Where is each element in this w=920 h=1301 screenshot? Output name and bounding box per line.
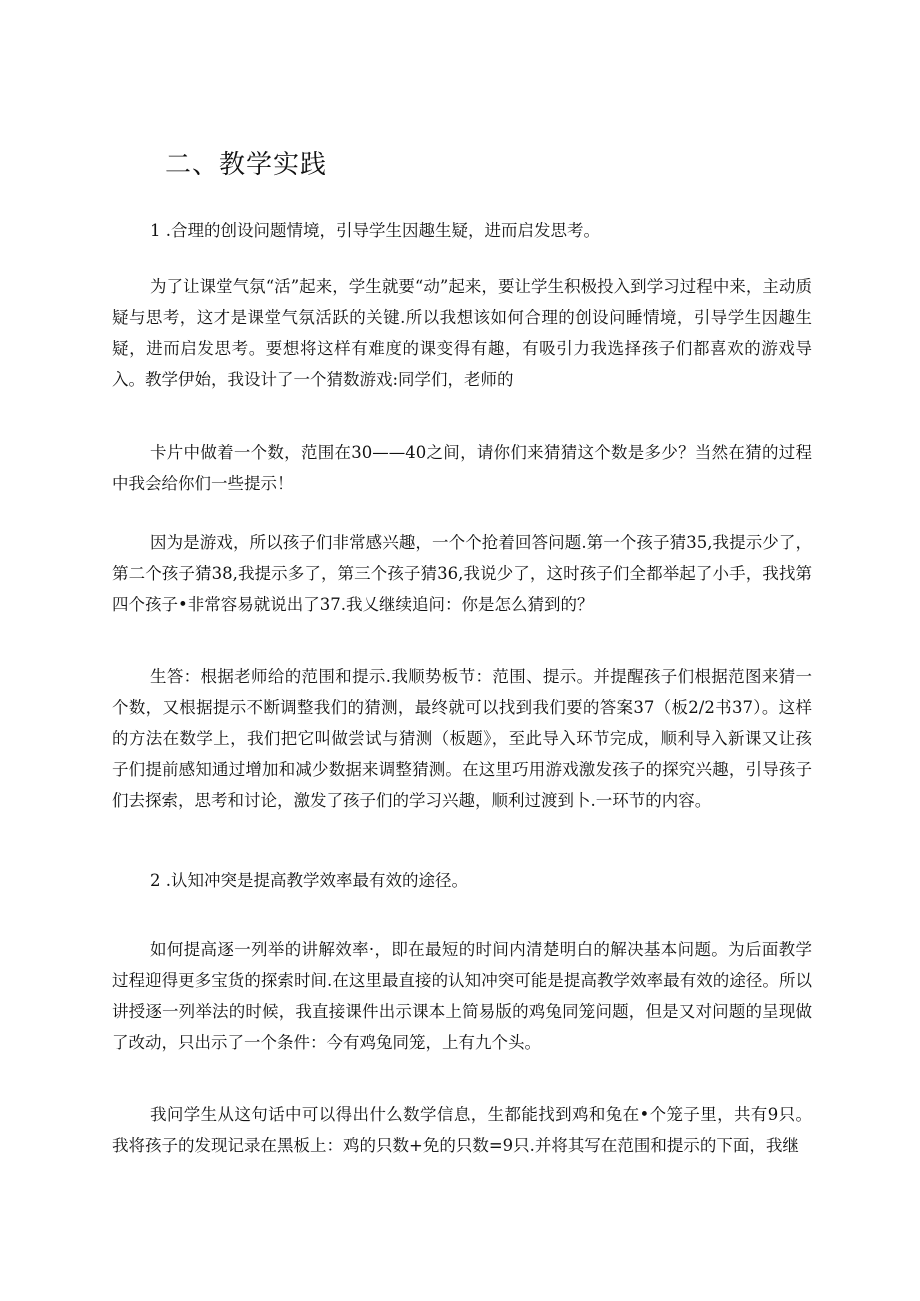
- paragraph-4: 生答：根据老师给的范围和提示.我顺势板节：范围、提示。并提醒孩子们根据范图来猜一个数，又根据提示不断调整我们的猜测，最终就可以找到我们要的答案37（板2/2书37）。这样的方法在数学上，我们把它叫做尝试与猜测（板题》，至此导入环节完成，顺利导入新课又让孩子们提前感知通过增加和减少数据来调整猜测。在这里巧用游戏激发孩子的探究兴趣，引导孩子们去探索，思考和讨论，激发了孩子们的学习兴趣，顺利过渡到卜.一环节的内容。: [112, 667, 812, 810]
- section-heading: 二、教学实践: [165, 150, 328, 180]
- paragraph-3: 因为是游戏，所以孩子们非常感兴趣，一个个抢着回答问题.第一个孩子猜35,我提示少了，第二个孩子猜38,我提示多了，第三个孩子猜36,我说少了，这时孩子们全都举起了小手，我找第四个孩子•非常容易就说出了37.我乂继续追问：你是怎么猜到的？: [112, 533, 812, 614]
- subsection-title-2: 2 .认知冲突是提高教学效率最有效的途径。: [150, 871, 468, 890]
- paragraph-6: 我问学生从这句话中可以得出什么数学信息，生都能找到鸡和兔在•个笼子里，共有9只。我将孩子的发现记录在黑板上：鸡的只数+免的只数=9只.并将其写在范围和提示的下面，我继: [112, 1105, 812, 1155]
- paragraph-2: 卡片中做着一个数，范围在30——40之间，请你们来猜猜这个数是多少？当然在猜的过程中我会给你们一些提示！: [112, 443, 812, 493]
- subsection-title-1: 1 .合理的创设问题情境，引导学生因趣生疑，进而启发思考。: [150, 221, 600, 240]
- paragraph-5: 如何提高逐一列举的讲解效率·，即在最短的时间内清楚明白的解决基本问题。为后面教学过程迎得更多宝货的探索时间.在这里最直接的认知冲突可能是提高教学效率最有效的途径。所以讲授逐一列举法的时候，我直接课件出示课本上简易版的鸡兔同笼问题，但是又对问题的呈现做了改动，只出示了一个条件：今有鸡兔同笼，上有九个头。: [112, 940, 812, 1052]
- paragraph-1: 为了让课堂气氛“活”起来，学生就要“动”起来，要让学生积极投入到学习过程中来，主动质疑与思考，这才是课堂气氛活跃的关键.所以我想该如何合理的创设问睡情境，引导学生因趣生疑，进而启发思考。要想将这样有难度的课变得有趣，有吸引力我选择孩子们都喜欢的游戏导入。教学伊始，我设计了一个猜数游戏:同学们，老师的: [112, 277, 812, 389]
